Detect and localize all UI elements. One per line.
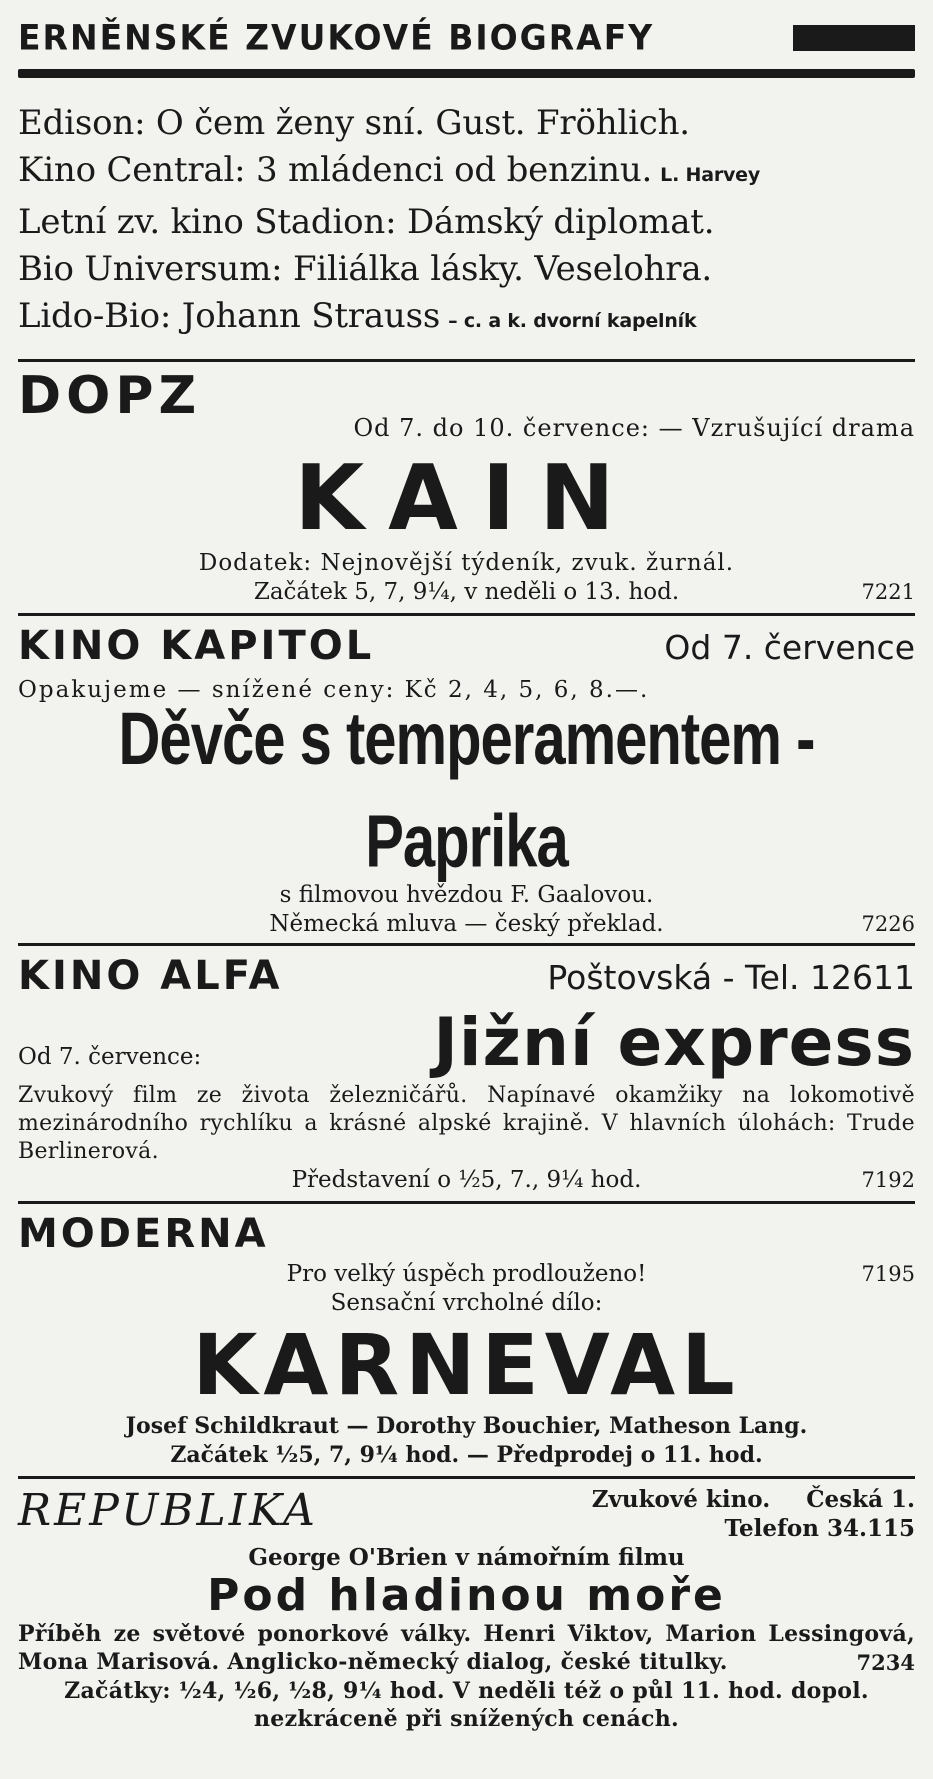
listing-text: Bio Universum: Filiálka lásky. Veselohra. (18, 249, 713, 289)
start-times (18, 578, 915, 613)
info-line (592, 1485, 915, 1514)
ad-republika (18, 1479, 915, 1733)
start-text: Začátek 5, 7, 9¼, v neděli o 13. hod. (253, 579, 680, 605)
listing-extra: – c. a k. dvorní kapelník (448, 310, 697, 332)
listing-text: Edison: O čem ženy sní. Gust. Fröhlich. (18, 103, 690, 143)
listing-item (18, 100, 915, 147)
ad-dopz (18, 362, 915, 613)
date-line: Od 7. července (664, 628, 915, 667)
listing-item (18, 199, 915, 246)
ad-kapitol (18, 616, 915, 943)
price-note: Opakujeme — snížené ceny: Kč 2, 4, 5, 6, 8.—. (18, 677, 650, 703)
cinema-name: MODERNA (18, 1211, 269, 1257)
extended-line (18, 1260, 915, 1289)
ref-number: 7195 (861, 1262, 915, 1286)
film-title: Jižní express (433, 1004, 915, 1081)
ref-number: 7192 (861, 1168, 915, 1192)
film-title: KAIN (294, 446, 639, 551)
film-title: Děvče s temperamentem - Paprika (118, 697, 815, 884)
showtimes (18, 1166, 915, 1201)
cinema-name: KINO ALFA (18, 953, 283, 999)
language-line (18, 910, 915, 943)
showtimes-text: Představení o ½5, 7., 9¼ hod. (291, 1167, 642, 1193)
info-text: Zvukové kino. (591, 1486, 771, 1513)
listing-text: Kino Central: 3 mládenci od benzinu. (18, 150, 653, 190)
title-row (18, 1485, 915, 1543)
sensation-line: Sensační vrcholné dílo: (330, 1290, 603, 1316)
film-title: Pod hladinou moře (207, 1570, 726, 1621)
cast-line: Josef Schildkraut — Dorothy Bouchier, Matheson Lang. (125, 1413, 808, 1439)
description: Zvukový film ze života železničářů. Napínavé okamžiky na lokomotivě mezinárodního rychlíku a krásné alpské krajině. V hlavních úlohách: Trude Berlinerová. (18, 1083, 915, 1164)
cinema-name: REPUBLIKA (18, 1485, 318, 1536)
header-rule (18, 69, 915, 78)
listing-extra: L. Harvey (660, 164, 761, 186)
date-line: Od 7. do 10. července: — Vzrušující drama (353, 414, 915, 442)
language-text: Německá mluva — český překlad. (269, 911, 664, 937)
ref-number: 7226 (861, 912, 915, 936)
cinema-listing (18, 78, 915, 359)
intro-line: George O'Brien v námořním filmu (248, 1544, 685, 1571)
cinema-name: DOPZ (18, 366, 202, 426)
star-line: s filmovou hvězdou F. Gaalovou. (279, 882, 654, 908)
title-row (18, 950, 915, 1002)
ad-alfa (18, 946, 915, 1201)
ad-moderna (18, 1204, 915, 1476)
start-times: Začátek ½5, 7, 9¼ hod. — Předprodej o 11. hod. (170, 1442, 763, 1468)
ref-number: 7221 (861, 580, 915, 604)
title-row (18, 620, 915, 672)
supplement-line: Dodatek: Nejnovější týdeník, zvuk. žurnál. (198, 550, 735, 576)
listing-text: Lido-Bio: Johann Strauss (18, 296, 441, 336)
phone: Telefon 34.115 (724, 1515, 915, 1542)
contact-info (592, 1485, 915, 1543)
header (18, 0, 915, 57)
extended-text: Pro velký úspěch prodlouženo! (286, 1261, 647, 1287)
showtimes: Začátky: ½4, ½6, ½8, 9¼ hod. V neděli též o půl 11. hod. dopol. nezkráceně při snížených cenách. (64, 1678, 869, 1732)
address: Poštovská - Tel. 12611 (547, 958, 915, 997)
listing-item (18, 147, 915, 199)
description: Příběh ze světové ponorkové války. Henri Viktov, Marion Lessingová, Mona Marisová. Anglicko-německý dialog, české titulky. (18, 1621, 915, 1675)
film-row (18, 1004, 915, 1082)
header-ornament (793, 25, 915, 51)
header-title: ERNĚNSKÉ ZVUKOVÉ BIOGRAFY (18, 17, 655, 58)
listing-text: Letní zv. kino Stadion: Dámský diplomat. (18, 202, 715, 242)
listing-item (18, 246, 915, 293)
cinema-name: KINO KAPITOL (18, 623, 375, 669)
listing-item (18, 293, 915, 345)
date-line: Od 7. července: (18, 1044, 202, 1070)
ref-number: 7234 (856, 1650, 915, 1675)
address: Česká 1. (806, 1486, 915, 1513)
film-title: KARNEVAL (192, 1316, 741, 1414)
